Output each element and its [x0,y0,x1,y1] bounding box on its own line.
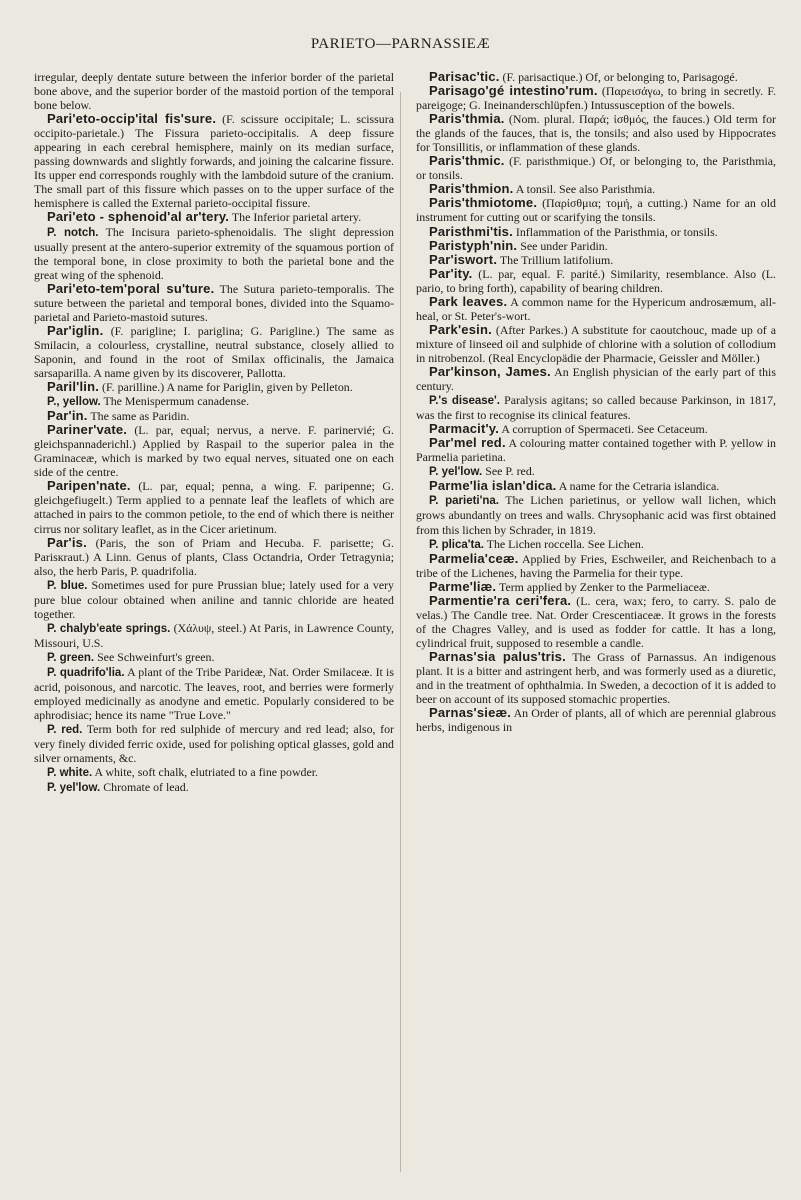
dictionary-entry [416,225,776,239]
entry-headword: Pariner'vate. [47,422,128,438]
dictionary-entry [34,621,394,650]
right-column [416,70,776,734]
entry-definition: The Grass of Parnassus. An indigenous plant. It is a bitter and astringent herb, and was formerly used as a diuretic, and in the treatment of ophthalmia. In Sweden, a decoction of it is added to beer on account of its supposed stomachic properties. [416,649,776,707]
entry-headword: Parmentie'ra ceri'fera. [429,592,572,608]
entry-definition: The Menispermum canadense. [100,394,250,409]
dictionary-entry [416,323,776,365]
dictionary-entry [34,578,394,621]
entry-headword: Par'iswort. [429,251,498,267]
dictionary-entry [416,182,776,196]
dictionary-entry [34,536,394,578]
entry-definition: The Trillium latifolium. [497,252,614,267]
sub-entry-headword: P. plica'ta. [429,538,484,551]
dictionary-entry [416,537,776,552]
sub-entry-headword: P.'s disease'. [429,395,500,408]
entry-definition: (F. paristhmique.) Of, or belonging to, the Paristhmia, or tonsils. [416,154,776,183]
entry-headword: Parme'liæ. [429,578,497,594]
dictionary-entry [416,464,776,479]
dictionary-entry [416,706,776,734]
entry-definition: An Order of plants, all of which are perennial glabrous herbs, indigenous in [416,706,776,735]
entry-headword: Paristyph'nin. [429,237,518,253]
sub-entry-headword: P., yellow. [47,396,101,409]
entry-definition: The Incisura parieto-sphenoidalis. The slight depression usually present at the antero-superior extremity of the squamous portion of the temporal bone, in close proximity to both the parietal bone and the great wing of the sphenoid. [34,224,394,282]
dictionary-entry [34,394,394,409]
dictionary-entry [34,722,394,765]
sub-entry-headword: P. blue. [47,579,88,592]
entry-definition: The same as Paridin. [87,409,190,424]
entry-definition: Inflammation of the Paristhmia, or tonsils. [512,224,718,239]
entry-definition: A plant of the Tribe Parideæ, Nat. Order Smilaceæ. It is acrid, poisonous, and narcotic. The leaves, root, and berries were formerly employed medicinally as anodyne and emetic. Popularly considered to be aphrodisiac; hence its name "True Love." [34,664,394,723]
entry-definition: (Χάλυψ, steel.) At Paris, in Lawrence County, Missouri, U.S. [34,620,395,650]
dictionary-entry [34,765,394,780]
entry-headword: Paripen'nate. [47,478,131,494]
entry-headword: Pari'eto - sphenoid'al ar'tery. [47,209,230,225]
dictionary-entry [416,154,776,182]
entry-headword: Paril'lin. [47,379,100,395]
entry-headword: Par'iglin. [47,322,104,338]
dictionary-entry [416,295,776,323]
dictionary-entry [34,780,394,795]
dictionary-entry [416,239,776,253]
sub-entry-headword: P. yel'low. [47,782,101,795]
entry-definition: The Sutura parieto-temporalis. The suture between the parietal and temporal bones, divided into the Squamo-parietal and Parieto-mastoid sutures. [34,281,394,324]
dictionary-entry [416,84,776,112]
dictionary-entry [34,423,394,479]
dictionary-entry [34,210,394,224]
left-column [34,70,394,795]
entry-definition: (F. parisactique.) Of, or belonging to, Parisagogé. [499,70,738,84]
entry-headword: Parnas'sieæ. [429,705,512,721]
dictionary-entry [34,665,394,722]
dictionary-entry [34,409,394,423]
dictionary-entry [416,70,776,84]
dictionary-entry [416,196,776,224]
entry-definition: (After Parkes.) A substitute for caoutchouc, made up of a mixture of linseed oil and sulphide of chlorine with a solution of collodium in nitrobenzol. (Real Encyclopädie der Pharmacie, Geissler and Möller.) [416,322,776,365]
entry-headword: Pari'eto-occip'ital fis'sure. [47,111,217,127]
entry-definition: A white, soft chalk, elutriated to a fine powder. [92,765,319,780]
dictionary-entry [34,282,394,324]
entry-definition: The Lichen parietinus, or yellow wall lichen, which grows abundantly on trees and walls. Chrysophanic acid was first obtained from this lichen by Schrader, in 1819. [416,493,776,537]
entry-headword: Paris'thmia. [429,111,505,127]
entry-definition: A colouring matter contained together with P. yellow in Parmelia parietina. [416,436,776,465]
column-divider [400,92,401,1172]
entry-definition: (L. par, equal; nervus, a nerve. F. parinervié; G. gleichspannaderichl.) Applied by Raspail to the superior palea in the Graminaceæ, which is marked by two equal nerves, situated one on each side of the centre. [34,423,394,480]
dictionary-entry [416,493,776,536]
entry-definition: A corruption of Spermaceti. See Cetaceum. [499,422,708,437]
dictionary-entry [34,70,394,112]
dictionary-entry [34,380,394,394]
sub-entry-headword: P. notch. [47,226,99,239]
entry-definition: (L. par, equal; penna, a wing. F. paripenne; G. gleichgefiugelt.) Term applied to a pennate leaf the leaflets of which are attached in pairs to the common petiole, to the end of which there is neither cirrus nor solitary leaflet, as in the Cicer arietinum. [34,479,394,536]
dictionary-entry [416,552,776,580]
dictionary-entry [34,650,394,665]
entry-definition: Sometimes used for pure Prussian blue; lately used for a very pure blue colour obtained when aniline and tannic chloride are heated together. [34,577,394,621]
dictionary-entry [34,112,394,210]
entry-definition: An English physician of the early part of this century. [416,364,776,394]
dictionary-entry [416,267,776,295]
entry-headword: Paris'thmion. [429,181,514,197]
entry-headword: Par'is. [47,534,87,550]
sub-entry-headword: P. chalyb'eate springs. [47,622,171,635]
dictionary-entry [416,650,776,706]
sub-entry-headword: P. green. [47,651,95,664]
entry-definition: A tonsil. See also Paristhmia. [513,182,656,197]
entry-definition: Applied by Fries, Eschweiler, and Reichenbach to a tribe of the Lichenes, having the Parmelia for their type. [416,551,776,580]
dictionary-entry [416,365,776,393]
dictionary-entry [416,479,776,493]
entry-definition: See Schweinfurt's green. [94,649,215,664]
entry-headword: Parnas'sia palus'tris. [429,648,566,664]
running-head: PARIETO—PARNASSIEÆ [310,36,491,52]
dictionary-entry [416,112,776,154]
dictionary-entry [34,225,394,282]
entry-headword: Parmacit'y. [429,421,500,437]
dictionary-entry [34,324,394,380]
entry-definition: (L. par, equal. F. parité.) Similarity, resemblance. Also (L. pario, to bring forth), capability of bearing children. [416,266,776,295]
entry-definition: (Paris, the son of Priam and Hecuba. F. parisette; G. Parisкraut.) A Linn. Genus of plants, Class Octandria, Order Tetragynia; also, the herb Paris, P. quadrifolia. [34,535,394,578]
sub-entry-headword: P. quadrifo'lia. [47,666,125,679]
entry-headword: Parisago'gé intestino'rum. [429,83,598,99]
entry-headword: Par'mel red. [429,435,506,451]
sub-entry-headword: P. parieti'na. [429,495,499,508]
entry-definition: See P. red. [482,464,535,479]
entry-definition: A common name for the Hypericum androsæmum, all-heal, or St. Peter's-wort. [416,294,776,323]
entry-headword: Pari'eto-tem'poral su'ture. [47,280,215,296]
entry-definition: See under Paridin. [517,238,608,253]
entry-definition: (Παρίσθμια; τομή, a cutting.) Name for an old instrument for cutting out or scarifying the tonsils. [416,196,776,225]
dictionary-entry [416,422,776,436]
entry-definition: irregular, deeply dentate suture between the inferior border of the parietal bone above, and the superior border of the mastoid portion of the temporal bone below. [34,70,394,113]
entry-definition: A name for the Cetraria islandica. [556,479,720,494]
entry-headword: Parmelia'ceæ. [429,550,519,566]
entry-headword: Par'in. [47,408,88,424]
sub-entry-headword: P. red. [47,724,83,737]
entry-definition: (F. pariglinе; I. pariglina; G. Parigline.) The same as Smilacin, a colourless, crystalline, neutral substance, closely allied to Saponin, and found in the root of Smilax officinalis, the Jamaica sarsaparilla. A name given by its discoverer, Pallotta. [34,323,394,380]
dictionary-entry [34,479,394,535]
entry-headword: Par'kinson, James. [429,363,551,379]
entry-definition: (Παρεισάγω, to bring in secretly. F. pareigoge; G. Ineinanderschlüpfen.) Intussusception of the bowels. [416,84,776,113]
entry-definition: Paralysis agitans; so called because Parkinson, in 1817, was the first to recognise its clinical features. [416,393,776,423]
entry-definition: Term applied by Zenker to the Parmeliaceæ. [496,579,710,594]
entry-definition: (F. scissure occipitale; L. scissura occipito-parietale.) The Fissura parieto-occipitalis. A deep fissure appearing in each cerebral hemisphere, mainly on its median surface, passing downwards and slightly forwards, and joining the calcarine fissure. Its upper end corresponds roughly with the lambdoid suture of the cranium. The small part of this fissure which passes on to the upper surface of the hemisphere is called the External parieto-occipital fissure. [34,112,394,211]
entry-definition: (L. cera, wax; fero, to carry. S. palo de velas.) The Candle tree. Nat. Order Crescentiaceæ. It grows in the forests of the Chagres Valley, and is used as fodder for cattle. It has a long, cylindrical fruit, supposed to resemble a candle. [416,593,777,650]
dictionary-entry [416,594,776,650]
dictionary-entry [416,436,776,464]
entry-definition: (Nom. plural. Παρά; ἰσθμός, the fauces.) Old term for the glands of the fauces, that is, the tonsils; and also used by Hippocrates for Tonsillitis, or inflammation of these glands. [416,112,776,155]
entry-headword: Parme'lia islan'dica. [429,478,557,494]
sub-entry-headword: P. white. [47,767,93,780]
entry-definition: (F. parilline.) A name for Pariglin, given by Pelleton. [99,380,353,395]
dictionary-entry [416,580,776,594]
entry-definition: The Inferior parietal artery. [229,210,362,225]
entry-headword: Paris'thmic. [429,153,505,169]
entry-headword: Parisac'tic. [429,69,500,84]
entry-definition: Term both for red sulphide of mercury and red lead; also, for very finely divided ferric oxide, used for polishing optical glasses, gold and silver ornaments, &c. [34,722,394,766]
entry-headword: Park leaves. [429,293,508,309]
entry-definition: Chromate of lead. [100,780,189,795]
entry-headword: Park'esin. [429,321,492,337]
entry-definition: The Lichen roccella. See Lichen. [483,536,644,551]
sub-entry-headword: P. yel'low. [429,466,483,479]
dictionary-entry [416,393,776,422]
entry-headword: Paris'thmiotome. [429,195,538,211]
entry-headword: Paristhmi'tis. [429,223,513,239]
dictionary-entry [416,253,776,267]
entry-headword: Par'ity. [429,265,473,281]
